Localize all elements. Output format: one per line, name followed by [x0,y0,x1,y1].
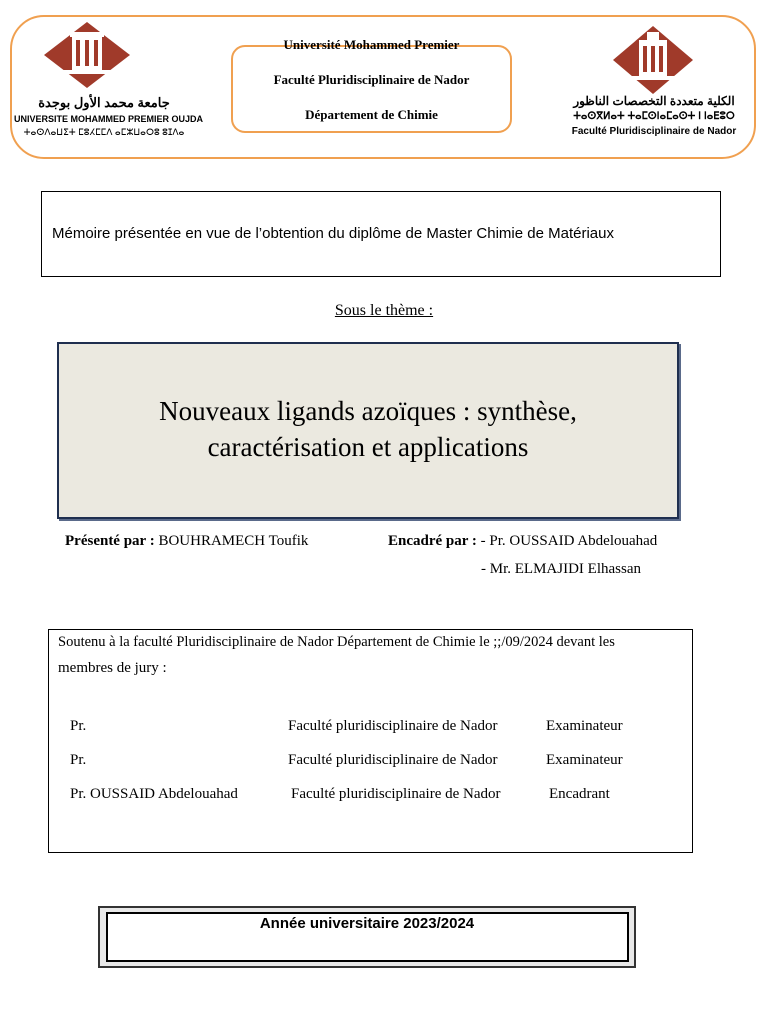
thesis-title-line-1: Nouveaux ligands azoïques : synthèse, [159,396,577,426]
faculty-name: Faculté Pluridisciplinaire de Nador [273,72,470,87]
jury-member-affiliation: Faculté pluridisciplinaire de Nador [288,752,498,768]
presented-by-label: Présenté par : [65,533,155,549]
department-name: Département de Chimie [305,107,438,122]
student-name: BOUHRAMECH Toufik [158,533,309,549]
supervisor-2: - Mr. ELMAJIDI Elhassan [481,561,641,577]
supervised-by [388,533,657,550]
jury-member-role: Encadrant [549,786,610,802]
right-logo-arabic: الكلية متعددة التخصصات الناظور [573,94,735,108]
jury-intro-line-2: membres de jury : [58,660,167,676]
presented-by [65,533,308,550]
jury-member-role: Examinateur [546,718,623,734]
jury-member-affiliation: Faculté pluridisciplinaire de Nador [288,718,498,734]
jury-intro-line-1: Soutenu à la faculté Pluridisciplinaire de Nador Département de Chimie le ;;/09/2024 devant les [58,634,615,650]
academic-year: Année universitaire 2023/2024 [259,915,475,932]
jury-member-role: Examinateur [546,752,623,768]
supervised-by-label: Encadré par : [388,533,477,549]
left-logo-latin: UNIVERSITE MOHAMMED PREMIER OUJDA [14,114,204,124]
university-logo [42,20,132,90]
left-logo-arabic: جامعة محمد الأول بوجدة [38,95,170,110]
memoire-statement: Mémoire présentée en vue de l’obtention du diplôme de Master Chimie de Matériaux [52,225,614,242]
left-logo-tifinagh: ⵜⴰⵙⴷⴰⵡⵉⵜ ⵎⵓⵃⵎⵎⴷ ⴰⵎⵣⵡⴰⵔⵓ ⵓⵊⴷⴰ [23,127,185,137]
supervisor-1: - Pr. OUSSAID Abdelouahad [480,533,658,549]
jury-member-name: Pr. OUSSAID Abdelouahad [70,786,238,802]
thesis-title-line-2: caractérisation et applications [207,432,529,462]
right-logo-latin: Faculté Pluridisciplinaire de Nador [571,126,737,137]
university-name: Université Mohammed Premier [283,37,460,52]
jury-member-affiliation: Faculté pluridisciplinaire de Nador [291,786,501,802]
jury-member-name: Pr. [70,752,87,768]
theme-label: Sous le thème : [334,302,434,319]
jury-member-name: Pr. [70,718,87,734]
faculty-logo [611,24,695,96]
right-logo-tifinagh: ⵜⴰⵙⴳⵍⴰⵜ ⵜⴰⵎⵙⵏⴰⵎⴰⵙⵜ ⵏ ⵏⴰⴹⵓⵔ [573,111,735,122]
